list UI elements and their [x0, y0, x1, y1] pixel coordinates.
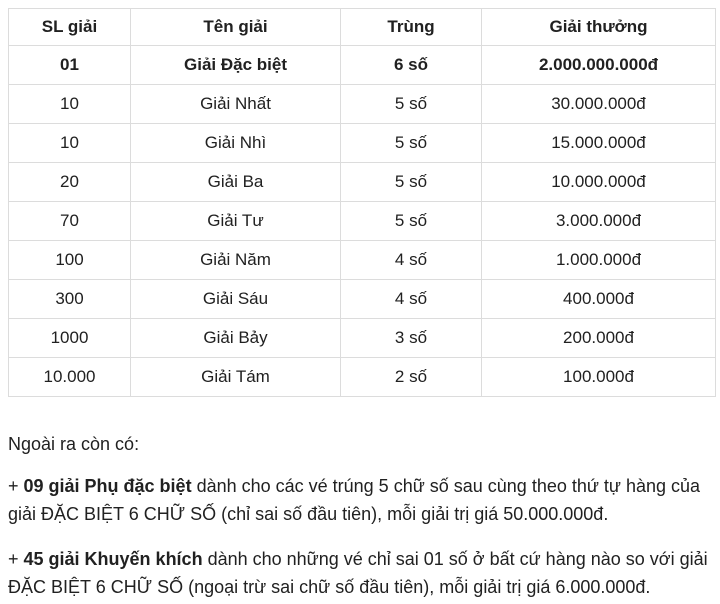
cell-name: Giải Bảy	[131, 319, 341, 358]
notes-section	[8, 430, 710, 601]
table-row	[9, 241, 716, 280]
cell-qty: 10	[9, 85, 131, 124]
prize-table-body	[9, 46, 716, 397]
table-row	[9, 319, 716, 358]
cell-prize: 400.000đ	[482, 280, 716, 319]
cell-name: Giải Tư	[131, 202, 341, 241]
cell-prize: 3.000.000đ	[482, 202, 716, 241]
prize-table	[8, 8, 716, 397]
note-consolation	[8, 545, 710, 601]
cell-prize: 15.000.000đ	[482, 124, 716, 163]
cell-prize: 100.000đ	[482, 358, 716, 397]
cell-prize: 200.000đ	[482, 319, 716, 358]
prize-table-header	[9, 9, 716, 46]
cell-match: 5 số	[341, 163, 482, 202]
cell-match: 6 số	[341, 46, 482, 85]
cell-prize: 2.000.000.000đ	[482, 46, 716, 85]
cell-name: Giải Tám	[131, 358, 341, 397]
header-prize: Giải thưởng	[482, 9, 716, 46]
note-prefix: +	[8, 549, 24, 569]
cell-name: Giải Đặc biệt	[131, 46, 341, 85]
cell-match: 5 số	[341, 85, 482, 124]
cell-name: Giải Nhất	[131, 85, 341, 124]
header-row	[9, 9, 716, 46]
note-prefix: +	[8, 476, 24, 496]
table-row	[9, 85, 716, 124]
cell-match: 4 số	[341, 241, 482, 280]
cell-qty: 20	[9, 163, 131, 202]
note-text: dành cho các vé trúng 5 chữ số sau cùng theo thứ tự hàng của giải ĐẶC BIỆT 6 CHỮ SỐ (chỉ sai số đầu tiên), mỗi giải trị giá 50.000.000đ.	[8, 476, 701, 524]
header-qty: SL giải	[9, 9, 131, 46]
table-row	[9, 280, 716, 319]
cell-qty: 300	[9, 280, 131, 319]
cell-match: 5 số	[341, 202, 482, 241]
note-special-sub	[8, 472, 710, 528]
cell-qty: 01	[9, 46, 131, 85]
cell-qty: 1000	[9, 319, 131, 358]
notes-intro: Ngoài ra còn có:	[8, 434, 140, 454]
cell-name: Giải Nhì	[131, 124, 341, 163]
table-row	[9, 202, 716, 241]
header-match: Trùng	[341, 9, 482, 46]
cell-match: 2 số	[341, 358, 482, 397]
cell-match: 4 số	[341, 280, 482, 319]
table-row	[9, 358, 716, 397]
cell-match: 5 số	[341, 124, 482, 163]
cell-prize: 10.000.000đ	[482, 163, 716, 202]
cell-qty: 70	[9, 202, 131, 241]
table-row	[9, 124, 716, 163]
cell-qty: 10	[9, 124, 131, 163]
cell-prize: 30.000.000đ	[482, 85, 716, 124]
cell-name: Giải Sáu	[131, 280, 341, 319]
note-bold-label: 09 giải Phụ đặc biệt	[23, 476, 192, 496]
cell-name: Giải Ba	[131, 163, 341, 202]
table-row	[9, 46, 716, 85]
page	[0, 8, 720, 604]
header-name: Tên giải	[131, 9, 341, 46]
cell-qty: 10.000	[9, 358, 131, 397]
note-bold-label: 45 giải Khuyến khích	[23, 549, 203, 569]
table-row	[9, 163, 716, 202]
note-text: dành cho những vé chỉ sai 01 số ở bất cứ hàng nào so với giải ĐẶC BIỆT 6 CHỮ SỐ (ngoại trừ sai chữ số đầu tiên), mỗi giải trị giá 6.000.000đ.	[8, 549, 708, 597]
cell-prize: 1.000.000đ	[482, 241, 716, 280]
cell-qty: 100	[9, 241, 131, 280]
cell-match: 3 số	[341, 319, 482, 358]
cell-name: Giải Năm	[131, 241, 341, 280]
